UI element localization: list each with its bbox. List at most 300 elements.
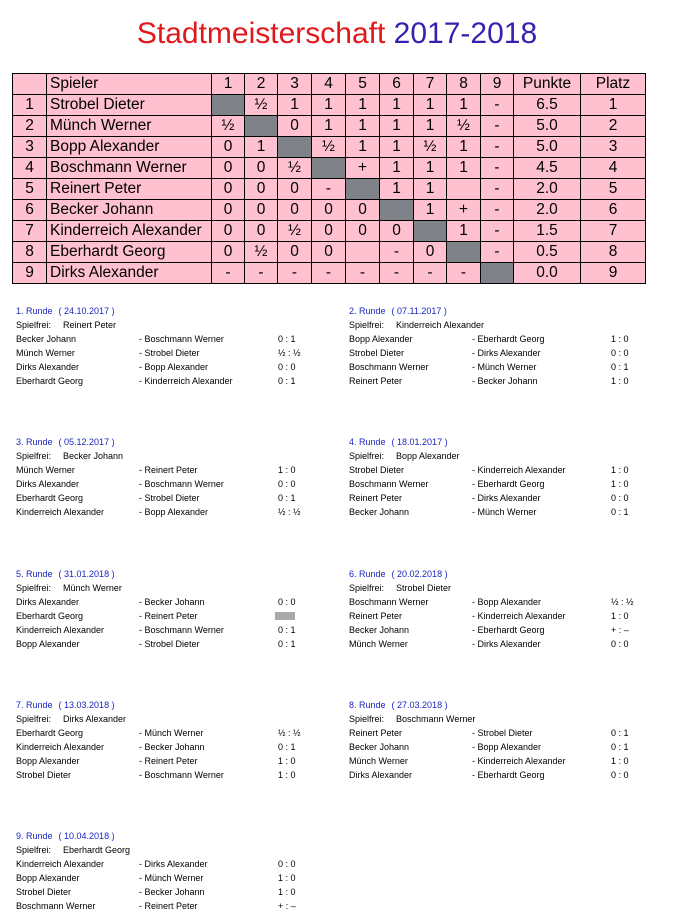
black-player: - Eberhardt Georg bbox=[472, 479, 545, 489]
white-player: Boschmann Werner bbox=[349, 597, 429, 607]
black-player: - Becker Johann bbox=[472, 376, 538, 386]
result-cell: 0 bbox=[312, 242, 346, 263]
points-cell: 2.0 bbox=[514, 200, 581, 221]
result-cell: 1 bbox=[447, 137, 481, 158]
player-name: Dirks Alexander bbox=[47, 263, 212, 284]
round-label: 1. Runde bbox=[16, 306, 53, 316]
black-player: - Eberhardt Georg bbox=[472, 625, 545, 635]
white-player: Bopp Alexander bbox=[349, 334, 413, 344]
game-result: 1 : 0 bbox=[611, 376, 629, 386]
white-player: Kinderreich Alexander bbox=[16, 625, 105, 635]
row-number: 8 bbox=[13, 242, 47, 263]
game-row bbox=[16, 463, 316, 477]
game-result: 0 : 0 bbox=[278, 597, 296, 607]
game-row bbox=[349, 332, 649, 346]
bye-label: Spielfrei: bbox=[349, 320, 385, 330]
game-result: 1 : 0 bbox=[278, 756, 296, 766]
black-player: - Boschmann Werner bbox=[139, 625, 224, 635]
game-result: 1 : 0 bbox=[611, 465, 629, 475]
black-player: - Kinderreich Alexander bbox=[472, 465, 566, 475]
row-number: 7 bbox=[13, 221, 47, 242]
result-cell: 0 bbox=[312, 221, 346, 242]
header-cell: 9 bbox=[481, 74, 514, 95]
bye-line bbox=[349, 318, 649, 332]
points-cell: 2.0 bbox=[514, 179, 581, 200]
bye-label: Spielfrei: bbox=[349, 714, 385, 724]
game-row bbox=[349, 623, 649, 637]
black-player: - Bopp Alexander bbox=[139, 507, 209, 517]
result-cell: - bbox=[481, 95, 514, 116]
rank-cell: 9 bbox=[581, 263, 646, 284]
game-row bbox=[16, 871, 316, 885]
result-cell: - bbox=[481, 179, 514, 200]
round-label: 8. Runde bbox=[349, 700, 386, 710]
round-header bbox=[349, 304, 649, 318]
round-block bbox=[16, 829, 316, 913]
result-cell: 0 bbox=[212, 221, 245, 242]
round-label: 2. Runde bbox=[349, 306, 386, 316]
bye-line bbox=[16, 318, 316, 332]
black-player: - Reinert Peter bbox=[139, 756, 198, 766]
result-cell: - bbox=[312, 263, 346, 284]
white-player: Münch Werner bbox=[349, 756, 408, 766]
result-cell: 1 bbox=[278, 95, 312, 116]
round-block bbox=[349, 698, 649, 782]
game-result: 1 : 0 bbox=[278, 770, 296, 780]
white-player: Reinert Peter bbox=[349, 728, 403, 738]
game-row bbox=[16, 595, 316, 609]
game-result: ½ : ½ bbox=[278, 728, 301, 738]
points-cell: 6.5 bbox=[514, 95, 581, 116]
game-result: 0 : 1 bbox=[611, 507, 629, 517]
round-label: 9. Runde bbox=[16, 831, 53, 841]
black-player: - Strobel Dieter bbox=[139, 639, 200, 649]
game-row bbox=[349, 374, 649, 388]
game-row bbox=[16, 768, 316, 782]
round-header bbox=[349, 435, 649, 449]
game-result: 1 : 0 bbox=[611, 334, 629, 344]
black-player: - Dirks Alexander bbox=[472, 639, 541, 649]
result-cell: ½ bbox=[212, 116, 245, 137]
black-player: - Münch Werner bbox=[472, 507, 537, 517]
header-cell: 1 bbox=[212, 74, 245, 95]
result-cell: 0 bbox=[278, 242, 312, 263]
round-block bbox=[349, 435, 649, 519]
bye-line bbox=[16, 712, 316, 726]
game-row bbox=[16, 609, 316, 623]
black-player: - Dirks Alexander bbox=[139, 859, 208, 869]
result-cell: ½ bbox=[414, 137, 447, 158]
black-player: - Eberhardt Georg bbox=[472, 334, 545, 344]
result-cell: - bbox=[481, 242, 514, 263]
player-name: Eberhardt Georg bbox=[47, 242, 212, 263]
row-number: 1 bbox=[13, 95, 47, 116]
white-player: Dirks Alexander bbox=[16, 597, 80, 607]
result-cell: ½ bbox=[312, 137, 346, 158]
game-result: 0 : 1 bbox=[611, 728, 629, 738]
player-name: Bopp Alexander bbox=[47, 137, 212, 158]
points-cell: 1.5 bbox=[514, 221, 581, 242]
game-result: 0 : 1 bbox=[278, 376, 296, 386]
result-cell: - bbox=[312, 179, 346, 200]
black-player: - Eberhardt Georg bbox=[472, 770, 545, 780]
result-cell: ½ bbox=[278, 221, 312, 242]
result-cell: 1 bbox=[312, 116, 346, 137]
game-result: 0 : 0 bbox=[611, 493, 629, 503]
white-player: Münch Werner bbox=[16, 465, 75, 475]
bye-label: Spielfrei: bbox=[16, 320, 52, 330]
game-result: 1 : 0 bbox=[611, 611, 629, 621]
player-name: Strobel Dieter bbox=[47, 95, 212, 116]
round-header bbox=[349, 698, 649, 712]
white-player: Kinderreich Alexander bbox=[16, 507, 105, 517]
game-result: 0 : 1 bbox=[278, 493, 296, 503]
round-date: ( 18.01.2017 ) bbox=[391, 437, 448, 447]
rank-cell: 4 bbox=[581, 158, 646, 179]
black-player: - Münch Werner bbox=[139, 728, 204, 738]
game-row bbox=[16, 899, 316, 913]
game-result: 0 : 0 bbox=[278, 362, 296, 372]
white-player: Bopp Alexander bbox=[16, 756, 80, 766]
result-cell: - bbox=[481, 158, 514, 179]
bye-player: Eberhardt Georg bbox=[63, 845, 131, 855]
round-block bbox=[349, 567, 649, 651]
header-cell: Platz bbox=[581, 74, 646, 95]
result-cell: - bbox=[380, 242, 414, 263]
rank-cell: 8 bbox=[581, 242, 646, 263]
black-player: - Boschmann Werner bbox=[139, 770, 224, 780]
result-cell: 1 bbox=[447, 221, 481, 242]
game-result: 1 : 0 bbox=[278, 887, 296, 897]
player-name: Münch Werner bbox=[47, 116, 212, 137]
black-player: - Kinderreich Alexander bbox=[139, 376, 233, 386]
result-cell: 0 bbox=[414, 242, 447, 263]
result-cell: - bbox=[414, 263, 447, 284]
result-cell: + bbox=[447, 200, 481, 221]
round-label: 5. Runde bbox=[16, 569, 53, 579]
round-date: ( 10.04.2018 ) bbox=[58, 831, 115, 841]
bye-line bbox=[349, 449, 649, 463]
result-cell: 0 bbox=[245, 158, 278, 179]
header-cell: 8 bbox=[447, 74, 481, 95]
white-player: Münch Werner bbox=[349, 639, 408, 649]
white-player: Eberhardt Georg bbox=[16, 728, 84, 738]
row-number: 3 bbox=[13, 137, 47, 158]
result-cell: 1 bbox=[380, 158, 414, 179]
game-result: 0 : 1 bbox=[278, 639, 296, 649]
bye-player: Becker Johann bbox=[63, 451, 124, 461]
result-cell: 0 bbox=[380, 221, 414, 242]
round-block bbox=[16, 698, 316, 782]
bye-label: Spielfrei: bbox=[16, 583, 52, 593]
round-block bbox=[16, 304, 316, 388]
white-player: Strobel Dieter bbox=[16, 887, 72, 897]
black-player: - Boschmann Werner bbox=[139, 479, 224, 489]
header-cell: 4 bbox=[312, 74, 346, 95]
white-player: Kinderreich Alexander bbox=[16, 859, 105, 869]
header-cell: Spieler bbox=[47, 74, 212, 95]
game-row bbox=[16, 740, 316, 754]
result-cell: - bbox=[346, 263, 380, 284]
white-player: Eberhardt Georg bbox=[16, 611, 84, 621]
game-row bbox=[349, 768, 649, 782]
result-cell: 0 bbox=[278, 179, 312, 200]
bye-label: Spielfrei: bbox=[349, 583, 385, 593]
game-row bbox=[349, 726, 649, 740]
black-player: - Reinert Peter bbox=[139, 465, 198, 475]
row-number: 5 bbox=[13, 179, 47, 200]
black-player: - Becker Johann bbox=[139, 887, 205, 897]
game-row bbox=[16, 477, 316, 491]
black-player: - Becker Johann bbox=[139, 742, 205, 752]
result-cell: 1 bbox=[346, 95, 380, 116]
game-result: + : – bbox=[611, 625, 629, 635]
white-player: Becker Johann bbox=[349, 625, 410, 635]
result-cell: 1 bbox=[414, 158, 447, 179]
white-player: Strobel Dieter bbox=[349, 465, 405, 475]
game-row bbox=[16, 726, 316, 740]
result-cell: 0 bbox=[245, 179, 278, 200]
rank-cell: 5 bbox=[581, 179, 646, 200]
black-player: - Bopp Alexander bbox=[472, 742, 542, 752]
round-header bbox=[16, 698, 316, 712]
result-cell: 0 bbox=[245, 221, 278, 242]
white-player: Becker Johann bbox=[349, 742, 410, 752]
white-player: Boschmann Werner bbox=[16, 901, 96, 911]
game-row bbox=[16, 346, 316, 360]
game-row bbox=[349, 609, 649, 623]
row-number: 9 bbox=[13, 263, 47, 284]
round-date: ( 13.03.2018 ) bbox=[58, 700, 115, 710]
result-cell: 0 bbox=[312, 200, 346, 221]
result-cell: 1 bbox=[380, 116, 414, 137]
black-player: - Dirks Alexander bbox=[472, 493, 541, 503]
white-player: Dirks Alexander bbox=[349, 770, 413, 780]
game-result: 0 : 0 bbox=[611, 770, 629, 780]
game-row bbox=[16, 374, 316, 388]
points-cell: 5.0 bbox=[514, 116, 581, 137]
pending-result-marker bbox=[275, 612, 295, 620]
bye-label: Spielfrei: bbox=[349, 451, 385, 461]
result-cell: 0 bbox=[212, 200, 245, 221]
bye-line bbox=[16, 449, 316, 463]
result-cell: 0 bbox=[212, 158, 245, 179]
game-result: 0 : 1 bbox=[611, 362, 629, 372]
white-player: Reinert Peter bbox=[349, 493, 403, 503]
header-cell: 6 bbox=[380, 74, 414, 95]
game-row bbox=[349, 740, 649, 754]
rank-cell: 6 bbox=[581, 200, 646, 221]
black-player: - Becker Johann bbox=[139, 597, 205, 607]
game-row bbox=[16, 332, 316, 346]
round-date: ( 07.11.2017 ) bbox=[391, 306, 447, 316]
player-name: Kinderreich Alexander bbox=[47, 221, 212, 242]
black-player: - Strobel Dieter bbox=[139, 348, 200, 358]
black-player: - Bopp Alexander bbox=[472, 597, 542, 607]
game-row bbox=[349, 491, 649, 505]
bye-label: Spielfrei: bbox=[16, 845, 52, 855]
white-player: Strobel Dieter bbox=[16, 770, 72, 780]
black-player: - Reinert Peter bbox=[139, 611, 198, 621]
black-player: - Reinert Peter bbox=[139, 901, 198, 911]
round-header bbox=[16, 829, 316, 843]
result-cell: + bbox=[346, 158, 380, 179]
game-row bbox=[349, 595, 649, 609]
white-player: Boschmann Werner bbox=[349, 479, 429, 489]
round-label: 6. Runde bbox=[349, 569, 386, 579]
round-header bbox=[349, 567, 649, 581]
game-result: + : – bbox=[278, 901, 296, 911]
result-cell: ½ bbox=[447, 116, 481, 137]
rank-cell: 2 bbox=[581, 116, 646, 137]
game-row bbox=[16, 360, 316, 374]
points-cell: 0.5 bbox=[514, 242, 581, 263]
round-date: ( 05.12.2017 ) bbox=[58, 437, 115, 447]
result-cell: 1 bbox=[380, 137, 414, 158]
bye-player: Dirks Alexander bbox=[63, 714, 127, 724]
title-main: Stadtmeisterschaft bbox=[136, 17, 386, 50]
black-player: - Kinderreich Alexander bbox=[472, 611, 566, 621]
round-header bbox=[16, 435, 316, 449]
result-cell: 0 bbox=[278, 116, 312, 137]
bye-line bbox=[16, 581, 316, 595]
game-row bbox=[349, 754, 649, 768]
game-result: 0 : 0 bbox=[611, 639, 629, 649]
round-date: ( 20.02.2018 ) bbox=[391, 569, 448, 579]
player-name: Boschmann Werner bbox=[47, 158, 212, 179]
points-cell: 0.0 bbox=[514, 263, 581, 284]
result-cell: 0 bbox=[346, 221, 380, 242]
player-name: Becker Johann bbox=[47, 200, 212, 221]
round-block bbox=[349, 304, 649, 388]
white-player: Boschmann Werner bbox=[349, 362, 429, 372]
result-cell: - bbox=[481, 116, 514, 137]
result-cell: 1 bbox=[245, 137, 278, 158]
game-result: 0 : 0 bbox=[611, 348, 629, 358]
row-number: 4 bbox=[13, 158, 47, 179]
white-player: Becker Johann bbox=[16, 334, 77, 344]
black-player: - Münch Werner bbox=[472, 362, 537, 372]
game-result: 1 : 0 bbox=[611, 756, 629, 766]
white-player: Bopp Alexander bbox=[16, 639, 80, 649]
white-player: Reinert Peter bbox=[349, 376, 403, 386]
result-cell: 1 bbox=[414, 179, 447, 200]
bye-player: Kinderreich Alexander bbox=[396, 320, 485, 330]
result-cell: ½ bbox=[245, 95, 278, 116]
header-cell: 5 bbox=[346, 74, 380, 95]
game-row bbox=[16, 623, 316, 637]
game-result: 0 : 0 bbox=[278, 859, 296, 869]
white-player: Eberhardt Georg bbox=[16, 493, 84, 503]
game-row bbox=[16, 637, 316, 651]
white-player: Strobel Dieter bbox=[349, 348, 405, 358]
game-row bbox=[16, 491, 316, 505]
bye-player: Reinert Peter bbox=[63, 320, 117, 330]
result-cell: 0 bbox=[245, 200, 278, 221]
game-result: 1 : 0 bbox=[278, 465, 296, 475]
white-player: Reinert Peter bbox=[349, 611, 403, 621]
white-player: Dirks Alexander bbox=[16, 479, 80, 489]
bye-player: Münch Werner bbox=[63, 583, 122, 593]
round-date: ( 24.10.2017 ) bbox=[58, 306, 115, 316]
black-player: - Strobel Dieter bbox=[139, 493, 200, 503]
result-cell: 1 bbox=[414, 95, 447, 116]
game-result: 0 : 0 bbox=[278, 479, 296, 489]
result-cell: 1 bbox=[380, 95, 414, 116]
black-player: - Kinderreich Alexander bbox=[472, 756, 566, 766]
result-cell: 1 bbox=[312, 95, 346, 116]
white-player: Eberhardt Georg bbox=[16, 376, 84, 386]
bye-label: Spielfrei: bbox=[16, 451, 52, 461]
round-header bbox=[16, 304, 316, 318]
result-cell: 0 bbox=[278, 200, 312, 221]
points-cell: 5.0 bbox=[514, 137, 581, 158]
game-row bbox=[349, 505, 649, 519]
result-cell: 1 bbox=[346, 116, 380, 137]
result-cell: - bbox=[212, 263, 245, 284]
white-player: Becker Johann bbox=[349, 507, 410, 517]
game-result: 1 : 0 bbox=[611, 479, 629, 489]
game-row bbox=[349, 463, 649, 477]
game-row bbox=[16, 754, 316, 768]
header-cell: 3 bbox=[278, 74, 312, 95]
round-date: ( 31.01.2018 ) bbox=[58, 569, 115, 579]
white-player: Bopp Alexander bbox=[16, 873, 80, 883]
bye-label: Spielfrei: bbox=[16, 714, 52, 724]
result-cell: 1 bbox=[414, 200, 447, 221]
result-cell: ½ bbox=[278, 158, 312, 179]
bye-line bbox=[16, 843, 316, 857]
game-row bbox=[349, 360, 649, 374]
black-player: - Münch Werner bbox=[139, 873, 204, 883]
result-cell: - bbox=[481, 221, 514, 242]
result-cell: 0 bbox=[212, 137, 245, 158]
white-player: Kinderreich Alexander bbox=[16, 742, 105, 752]
header-cell: 7 bbox=[414, 74, 447, 95]
bye-line bbox=[349, 712, 649, 726]
game-row bbox=[349, 637, 649, 651]
black-player: - Bopp Alexander bbox=[139, 362, 209, 372]
bye-player: Bopp Alexander bbox=[396, 451, 460, 461]
game-result: ½ : ½ bbox=[278, 507, 301, 517]
white-player: Dirks Alexander bbox=[16, 362, 80, 372]
result-cell: - bbox=[447, 263, 481, 284]
game-row bbox=[16, 885, 316, 899]
result-cell: ½ bbox=[245, 242, 278, 263]
round-block bbox=[16, 435, 316, 519]
round-block bbox=[16, 567, 316, 651]
game-result: ½ : ½ bbox=[278, 348, 301, 358]
header-cell: Punkte bbox=[514, 74, 581, 95]
game-result: 0 : 1 bbox=[611, 742, 629, 752]
result-cell: 0 bbox=[346, 200, 380, 221]
rank-cell: 1 bbox=[581, 95, 646, 116]
white-player: Münch Werner bbox=[16, 348, 75, 358]
title-season: 2017-2018 bbox=[393, 17, 538, 50]
rank-cell: 3 bbox=[581, 137, 646, 158]
game-result: 0 : 1 bbox=[278, 334, 296, 344]
row-number: 6 bbox=[13, 200, 47, 221]
result-cell: 0 bbox=[212, 179, 245, 200]
round-label: 7. Runde bbox=[16, 700, 53, 710]
round-date: ( 27.03.2018 ) bbox=[391, 700, 448, 710]
game-result: 1 : 0 bbox=[278, 873, 296, 883]
game-result: 0 : 1 bbox=[278, 625, 296, 635]
points-cell: 4.5 bbox=[514, 158, 581, 179]
result-cell: 1 bbox=[346, 137, 380, 158]
bye-line bbox=[349, 581, 649, 595]
black-player: - Boschmann Werner bbox=[139, 334, 224, 344]
